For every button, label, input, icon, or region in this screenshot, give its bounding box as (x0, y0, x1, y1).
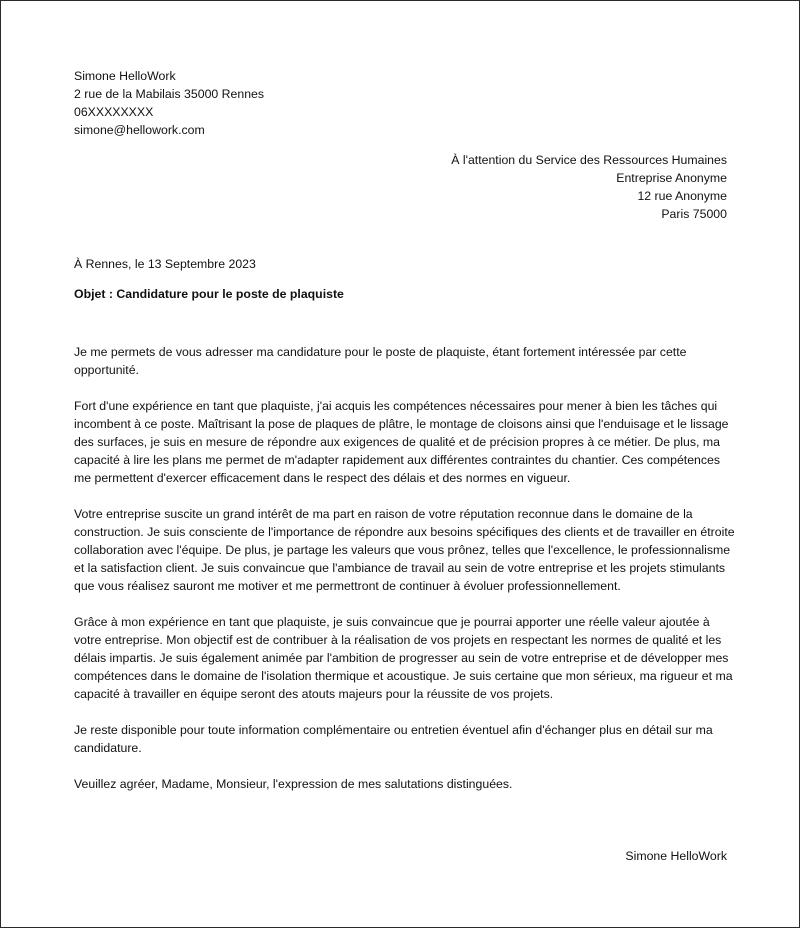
sender-name: Simone HelloWork (74, 69, 176, 83)
letter-body (74, 343, 739, 811)
signature: Simone HelloWork (625, 849, 727, 863)
recipient-block (307, 151, 727, 223)
recipient-attention: À l'attention du Service des Ressources Humaines (451, 153, 727, 167)
body-paragraph: Fort d'une expérience en tant que plaquiste, j'ai acquis les compétences nécessaires pour mener à bien les tâches qui incombent à ce poste. Maîtrisant la pose de plaques de plâtre, le montage de cloisons ainsi que l'enduisage et le lissage des surfaces, je suis en mesure de répondre aux exigences de qualité et de précision propres à ce métier. De plus, ma capacité à lire les plans me permet de m'adapter rapidement aux différentes contraintes du chantier. Ces compétences me permettent d'exercer efficacement dans le respect des délais et des normes en vigueur. (74, 399, 729, 485)
body-paragraph: Je reste disponible pour toute information complémentaire ou entretien éventuel afin d'échanger plus en détail sur ma candidature. (74, 723, 713, 755)
sender-address: 2 rue de la Mabilais 35000 Rennes (74, 87, 265, 101)
recipient-street: 12 rue Anonyme (637, 189, 727, 203)
sender-block (74, 67, 474, 139)
body-paragraph: Votre entreprise suscite un grand intérêt de ma part en raison de votre réputation reconnue dans le domaine de la construction. Je suis consciente de l'importance de répondre aux besoins spécifiques des clients et de travailler en étroite collaboration avec l'équipe. De plus, je partage les valeurs que vous prônez, telles que l'excellence, le professionnalisme et la satisfaction client. Je suis convaincue que l'ambiance de travail au sein de votre entreprise et les projets stimulants que vous réalisez sauront me motiver et me permettront de continuer à évoluer professionnellement. (74, 507, 735, 593)
sender-phone: 06XXXXXXXX (74, 105, 154, 119)
closing-paragraph: Veuillez agréer, Madame, Monsieur, l'expression de mes salutations distinguées. (74, 777, 513, 791)
subject-line: Objet : Candidature pour le poste de plaquiste (74, 287, 344, 301)
date-line: À Rennes, le 13 Septembre 2023 (74, 257, 256, 271)
recipient-city: Paris 75000 (661, 207, 727, 221)
recipient-company: Entreprise Anonyme (616, 171, 727, 185)
body-paragraph: Je me permets de vous adresser ma candidature pour le poste de plaquiste, étant fortement intéressée par cette opportunité. (74, 345, 687, 377)
sender-email: simone@hellowork.com (74, 123, 205, 137)
body-paragraph: Grâce à mon expérience en tant que plaquiste, je suis convaincue que je pourrai apporter une réelle valeur ajoutée à votre entreprise. Mon objectif est de contribuer à la réalisation de vos projets en respectant les normes de qualité et les délais impartis. Je suis également animée par l'ambition de progresser au sein de votre entreprise et de développer mes compétences dans le domaine de l'isolation thermique et acoustique. Je suis certaine que mon sérieux, ma rigueur et ma capacité à travailler en équipe seront des atouts majeurs pour la réussite de vos projets. (74, 615, 733, 701)
